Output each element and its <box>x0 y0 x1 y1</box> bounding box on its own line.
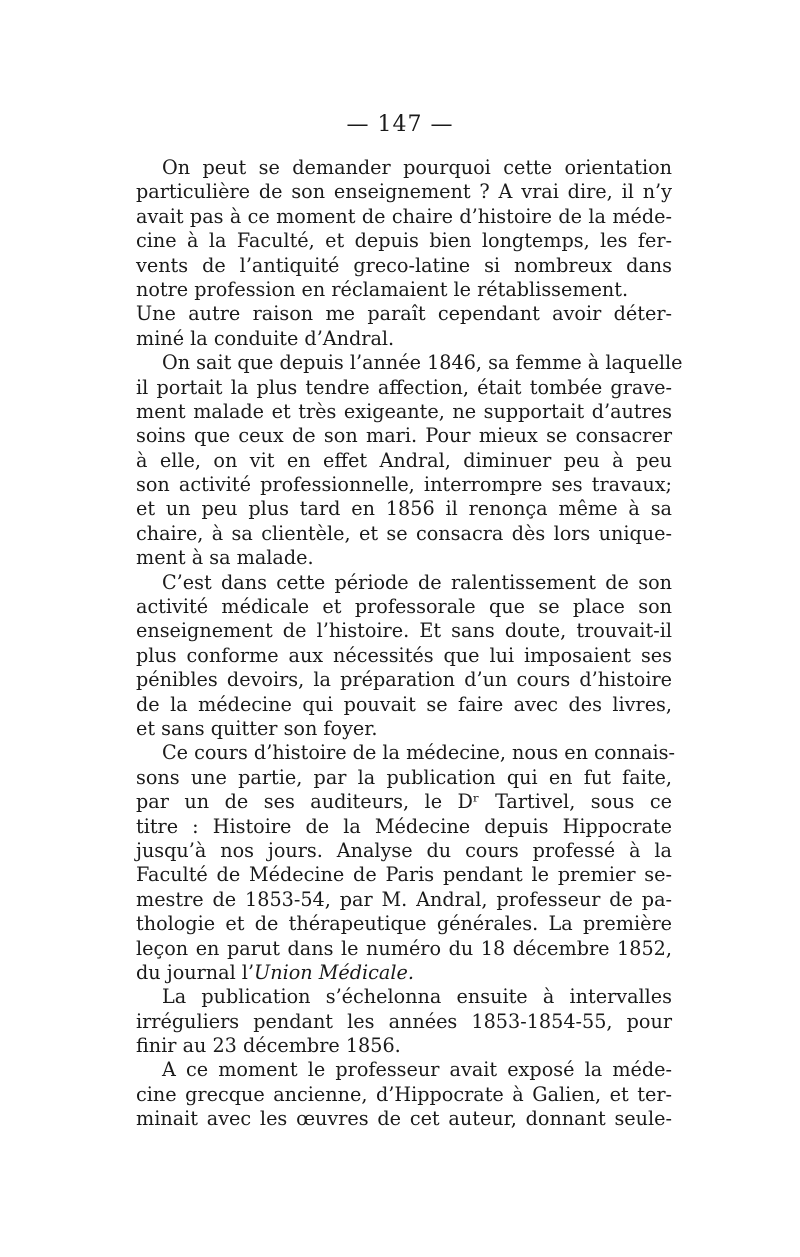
italic-title: Union Médicale. <box>254 960 414 984</box>
text-line <box>136 766 672 790</box>
text-line <box>136 1034 672 1058</box>
text-line-content: de la médecine qui pouvait se faire avec des livres, <box>136 692 672 716</box>
text-line <box>136 351 683 375</box>
text-line-content: titre : Histoire de la Médecine depuis Hippocrate <box>136 814 672 838</box>
text-line-content: particulière de son enseignement ? A vrai dire, il n’y <box>136 180 672 204</box>
text-line <box>136 229 672 253</box>
text-line-content: C’est dans cette période de ralentissement de son <box>162 570 672 594</box>
text-line <box>136 180 672 204</box>
text-line-content: mestre de 1853-54, par M. Andral, professeur de pa- <box>136 887 672 911</box>
text-line <box>136 1010 672 1034</box>
text-line <box>136 815 672 839</box>
text-line-content: sons une partie, par la publication qui en fut faite, <box>136 765 672 789</box>
text-line-content: et sans quitter son foyer. <box>136 716 378 740</box>
text-line <box>136 1058 672 1082</box>
text-line-content: il portait la plus tendre affection, était tombée grave- <box>136 375 672 399</box>
text-line-content: plus conforme aux nécessités que lui imposaient ses <box>136 643 672 667</box>
text-line-content: par un de ses auditeurs, le Dʳ Tartivel, sous ce <box>136 790 672 814</box>
text-line <box>136 790 672 814</box>
text-line <box>136 668 672 692</box>
text-line <box>136 376 672 400</box>
text-line <box>136 937 672 961</box>
text-line <box>136 449 672 473</box>
text-line <box>136 595 672 619</box>
text-line-content: Faculté de Médecine de Paris pendant le premier se- <box>136 863 672 887</box>
text-line-content: du journal l’ <box>136 960 255 984</box>
text-line-content: enseignement de l’histoire. Et sans doute, trouvait-il <box>136 619 672 643</box>
text-line-content: jusqu’à nos jours. Analyse du cours professé à la <box>136 838 672 862</box>
text-line <box>136 1107 672 1131</box>
page-number: — 147 — <box>346 112 454 137</box>
text-line <box>136 327 672 351</box>
text-line-content: notre profession en réclamaient le rétablissement. <box>136 277 629 301</box>
text-line <box>136 619 672 643</box>
text-line <box>136 302 672 326</box>
text-line-content: pénibles devoirs, la préparation d’un cours d’histoire <box>136 668 672 692</box>
text-line-content: cine grecque ancienne, d’Hippocrate à Galien, et ter- <box>136 1082 672 1106</box>
text-line <box>136 205 672 229</box>
text-line <box>136 278 672 302</box>
text-line-content: soins que ceux de son mari. Pour mieux se consacrer <box>136 424 672 448</box>
text-line <box>136 473 672 497</box>
body-text <box>136 156 683 1132</box>
text-line <box>136 1083 672 1107</box>
text-line-content: On sait que depuis l’année 1846, sa femme à laquelle <box>162 351 683 375</box>
text-line-content: thologie et de thérapeutique générales. La première <box>136 912 672 936</box>
text-line <box>136 839 672 863</box>
text-line-content: minait avec les œuvres de cet auteur, donnant seule- <box>136 1107 672 1131</box>
text-line-content: et un peu plus tard en 1856 il renonça même à sa <box>136 497 672 521</box>
text-line <box>136 717 672 741</box>
text-line-content: cine à la Faculté, et depuis bien longtemps, les fer- <box>136 229 672 253</box>
text-line-content: On peut se demander pourquoi cette orientation <box>162 156 672 179</box>
text-line <box>136 156 672 180</box>
text-line-content: Ce cours d’histoire de la médecine, nous en connais- <box>162 741 675 765</box>
text-line-content: à elle, on vit en effet Andral, diminuer peu à peu <box>136 448 672 472</box>
text-line-content: avait pas à ce moment de chaire d’histoire de la méde- <box>136 204 672 228</box>
text-line-content: ment à sa malade. <box>136 546 314 570</box>
text-line <box>136 400 672 424</box>
text-line-content: miné la conduite d’Andral. <box>136 326 395 350</box>
text-line-content: son activité professionnelle, interrompre ses travaux; <box>136 473 672 497</box>
text-line <box>136 985 672 1009</box>
text-line <box>136 912 672 936</box>
text-line-content: Une autre raison me paraît cependant avoir déter- <box>136 302 672 326</box>
text-line <box>136 546 672 570</box>
text-line <box>136 644 672 668</box>
text-line <box>136 888 672 912</box>
text-line <box>136 424 672 448</box>
text-line <box>136 961 672 985</box>
text-line-content: finir au 23 décembre 1856. <box>136 1034 401 1058</box>
text-line-content: leçon en parut dans le numéro du 18 décembre 1852, <box>136 936 672 960</box>
text-line <box>136 571 672 595</box>
text-line-content: ment malade et très exigeante, ne supportait d’autres <box>136 399 672 423</box>
text-line <box>136 741 675 765</box>
text-line <box>136 254 672 278</box>
text-line <box>136 693 672 717</box>
text-line-content: irréguliers pendant les années 1853-1854-55, pour <box>136 1009 672 1033</box>
text-line <box>136 863 672 887</box>
text-line-content: A ce moment le professeur avait exposé la méde- <box>162 1058 672 1082</box>
text-line <box>136 497 672 521</box>
text-line-content: La publication s’échelonna ensuite à intervalles <box>162 985 672 1009</box>
text-line-content: activité médicale et professorale que se place son <box>136 595 672 619</box>
text-line-content: vents de l’antiquité greco-latine si nombreux dans <box>136 253 672 277</box>
text-line-content: chaire, à sa clientèle, et se consacra dès lors unique- <box>136 521 672 545</box>
text-line <box>136 522 672 546</box>
